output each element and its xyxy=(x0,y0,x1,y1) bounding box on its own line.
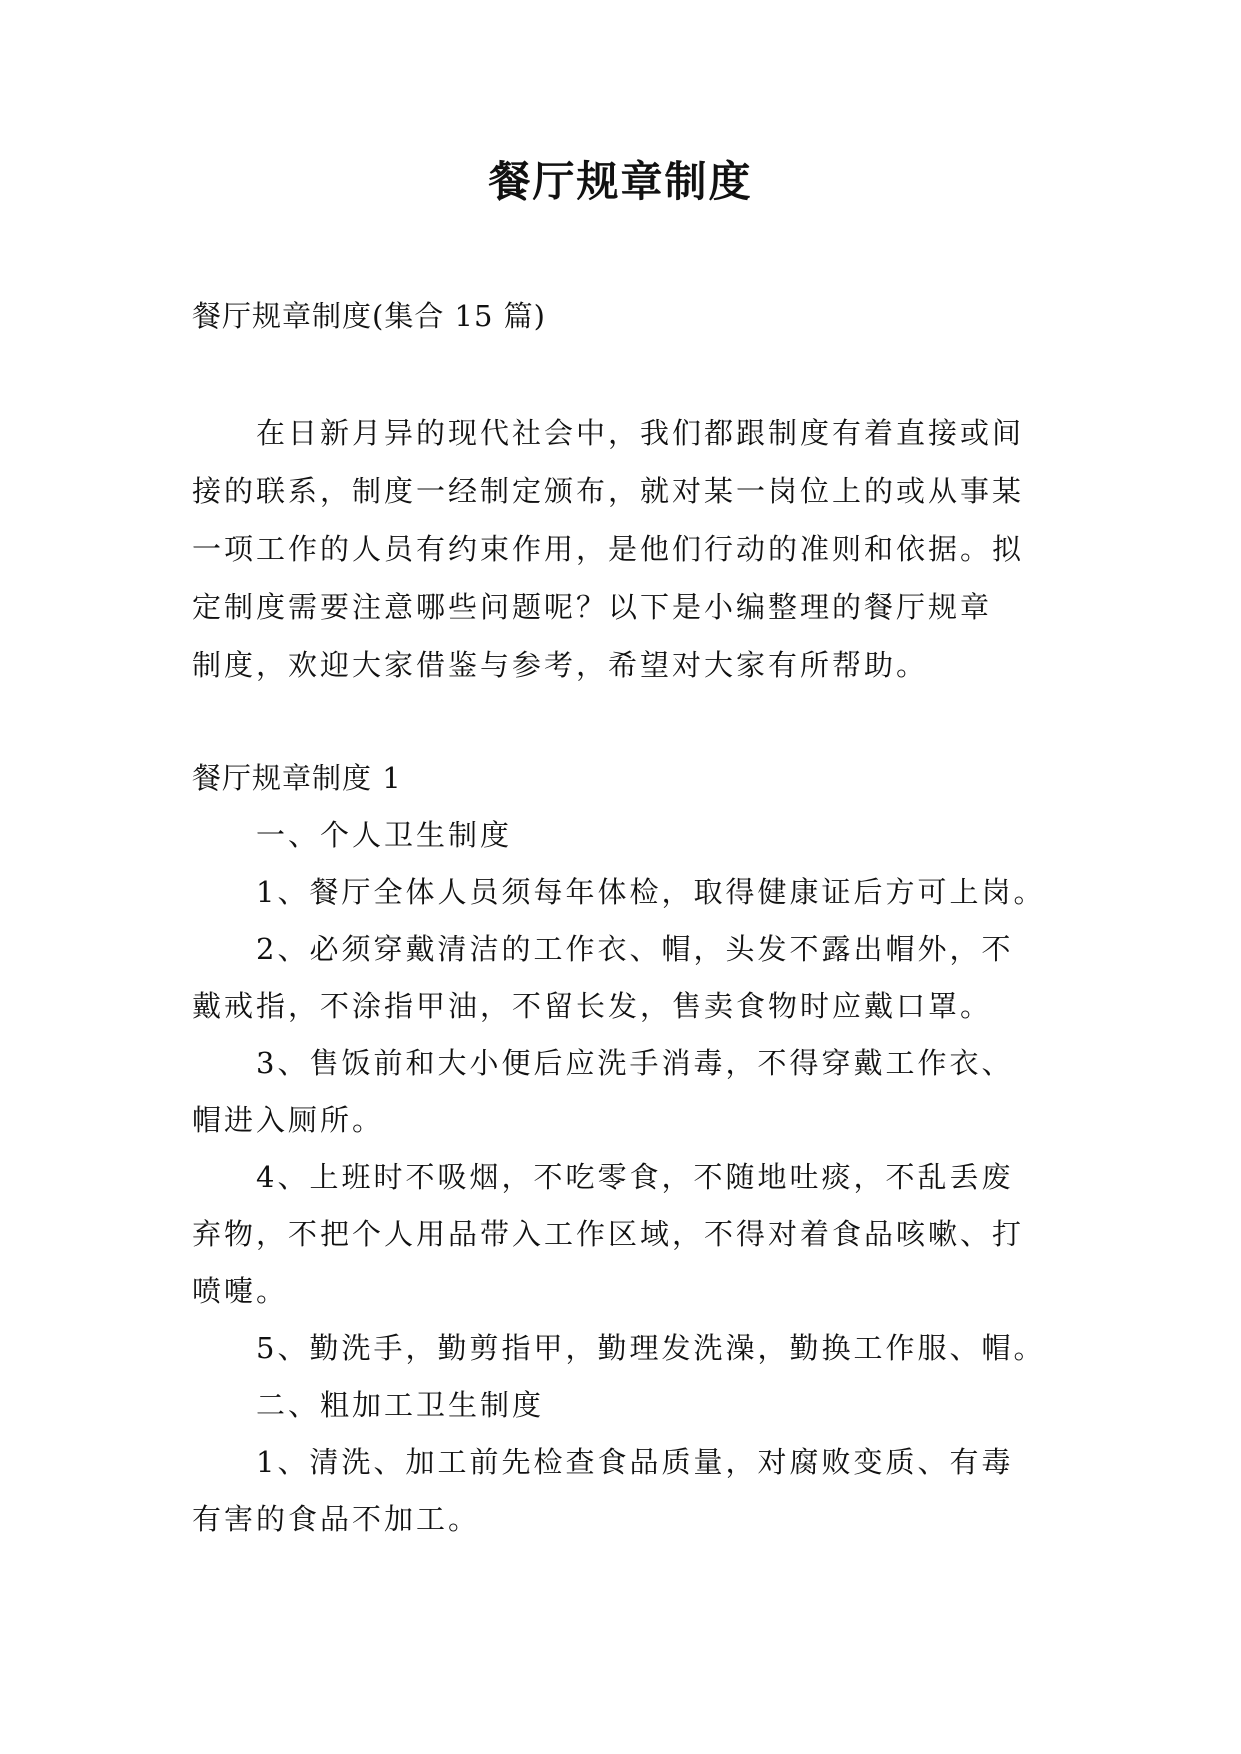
paragraph-line: 戴戒指，不涂指甲油，不留长发，售卖食物时应戴口罩。 xyxy=(192,989,993,1023)
paragraph-line: 1、清洗、加工前先检查食品质量，对腐败变质、有毒 xyxy=(256,1445,1014,1479)
paragraph-line: 弃物，不把个人用品带入工作区域，不得对着食品咳嗽、打 xyxy=(192,1217,1025,1251)
paragraph-line: 2、必须穿戴清洁的工作衣、帽，头发不露出帽外，不 xyxy=(256,932,1014,966)
paragraph-line: 帽进入厕所。 xyxy=(192,1103,385,1137)
paragraph-line: 5、勤洗手，勤剪指甲，勤理发洗澡，勤换工作服、帽。 xyxy=(256,1331,1046,1365)
rule-item xyxy=(192,1320,1092,1377)
rule-item xyxy=(192,1035,1092,1149)
intro-line: 在日新月异的现代社会中，我们都跟制度有着直接或间 xyxy=(256,416,1025,450)
rule-heading xyxy=(192,807,1092,864)
intro-line: 一项工作的人员有约束作用，是他们行动的准则和依据。拟 xyxy=(192,532,1025,566)
document-subtitle: 餐厅规章制度(集合 15 篇) xyxy=(192,299,546,333)
intro-line: 接的联系，制度一经制定颁布，就对某一岗位上的或从事某 xyxy=(192,474,1025,508)
paragraph-line: 喷嚏。 xyxy=(192,1274,289,1308)
paragraph-line: 3、售饭前和大小便后应洗手消毒，不得穿戴工作衣、 xyxy=(256,1046,1014,1080)
rule-item xyxy=(192,1149,1092,1320)
paragraph-line: 4、上班时不吸烟，不吃零食，不随地吐痰，不乱丢废 xyxy=(256,1160,1014,1194)
rule-heading xyxy=(192,1377,1092,1434)
paragraph-line: 1、餐厅全体人员须每年体检，取得健康证后方可上岗。 xyxy=(256,875,1046,909)
rule-item xyxy=(192,921,1092,1035)
rule-item xyxy=(192,864,1092,921)
intro-line: 定制度需要注意哪些问题呢？以下是小编整理的餐厅规章 xyxy=(192,590,993,624)
document-title: 餐厅规章制度 xyxy=(488,157,753,206)
rule-item xyxy=(192,1434,1092,1548)
section-title: 餐厅规章制度 1 xyxy=(192,761,402,795)
paragraph-line: 二、粗加工卫生制度 xyxy=(256,1388,545,1422)
intro-line: 制度，欢迎大家借鉴与参考，希望对大家有所帮助。 xyxy=(192,648,929,682)
paragraph-line: 有害的食品不加工。 xyxy=(192,1502,481,1536)
paragraph-line: 一、个人卫生制度 xyxy=(256,818,513,852)
intro-paragraph xyxy=(192,404,1062,694)
section-body xyxy=(192,807,1092,1548)
